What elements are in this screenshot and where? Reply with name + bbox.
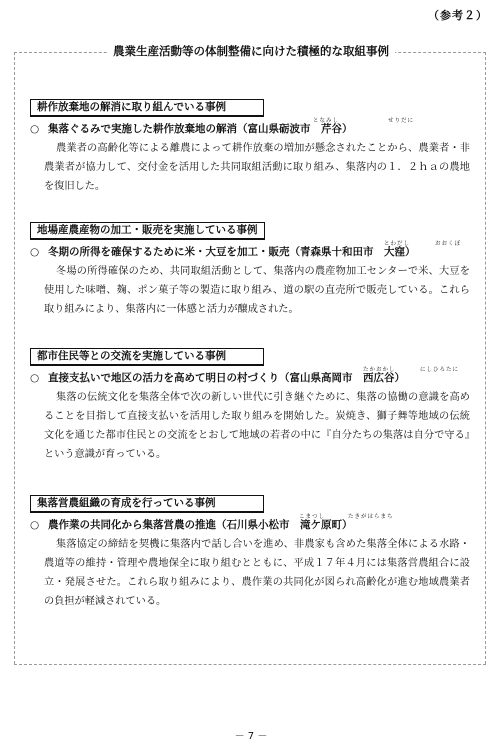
case-section-2	[30, 218, 470, 319]
case-body: 集落の伝統文化を集落全体で次の新しい世代に引き継ぐために、集落の協働の意識を高めることを目指して直接支払いを活用した取り組みを開始した。炭焼き、獅子舞等地域の伝統文化を通じた都市住民との交流をとおして地域の若者の中に『自分たちの集落は自分で守る』という意識が育っている。	[44, 392, 470, 460]
reference-label: （参考２）	[428, 9, 488, 22]
case-title	[30, 367, 470, 386]
case-title	[30, 241, 470, 260]
case-body: 冬場の所得確保のため、共同取組活動として、集落内の農産物加工センターで米、大豆を使用した味噌、麹、ポン菓子等の製造に取り組み、道の駅の直売所で販売している。これら取り組みにより、集落内に一体感と活力が醸成された。	[44, 266, 470, 315]
ruby-annotation: とわだし	[384, 241, 411, 247]
section-heading: 都市住民等との交流を実施している事例	[30, 348, 264, 366]
page-number: － 7 －	[234, 731, 268, 742]
section-heading: 耕作放棄地の解消に取り組んでいる事例	[30, 99, 264, 117]
case-body: 農業者の高齢化等による離農によって耕作放棄の増加が懸念されたことから、農業者・非農業者が協力して、交付金を活用した共同取組活動に取り組み、集落内の１．２ｈａの農地を復旧した。	[44, 143, 470, 192]
circle-bullet-icon: ○	[30, 372, 40, 384]
case-title	[30, 514, 470, 533]
ruby-annotation: たかおかし	[363, 367, 396, 373]
case-section-4	[30, 491, 470, 611]
page-title-text: 農業生産活動等の体制整備に向けた積極的な取組事例	[107, 44, 395, 58]
frame-bottom-border	[14, 664, 486, 673]
ruby-annotation: おおくぼ	[435, 241, 462, 247]
circle-bullet-icon: ○	[30, 519, 40, 531]
case-title-text: 直接支払いで地区の活力を高めて明日の村づくり（富山県高岡市 西広谷）	[48, 372, 405, 384]
case-section-3	[30, 344, 470, 464]
circle-bullet-icon: ○	[30, 246, 40, 258]
ruby-annotation: こまつし	[299, 514, 326, 520]
ruby-annotation: にしひろたに	[420, 367, 460, 373]
case-title-text: 冬期の所得を確保するために米・大豆を加工・販売（青森県十和田市 大窪）	[48, 246, 416, 258]
ruby-annotation: せりだに	[388, 118, 415, 124]
ruby-annotation: たきがはらまち	[348, 514, 394, 520]
section-heading: 地場産農産物の加工・販売を実施している事例	[30, 222, 265, 240]
ruby-annotation: となみし	[313, 118, 340, 124]
case-title	[30, 118, 470, 137]
circle-bullet-icon: ○	[30, 123, 40, 135]
section-heading: 集落営農組織の育成を行っている事例	[30, 495, 264, 513]
page-title	[0, 43, 502, 59]
case-title-text: 集落ぐるみで実施した耕作放棄地の解消（富山県砺波市 芹谷）	[48, 123, 353, 135]
case-body: 集落協定の締結を契機に集落内で話し合いを進め、非農家も含めた集落全体による水路・農道等の維持・管理や農地保全に取り組むとともに、平成１７年４月には集落営農組合に設立・発展させた。これら取り組みにより、農作業の共同化が図られ高齢化が進む地域農業者の負担が軽減されている。	[44, 539, 470, 607]
case-title-text: 農作業の共同化から集落営農の推進（石川県小松市 滝ケ原町）	[48, 519, 353, 531]
case-section-1	[30, 95, 470, 196]
